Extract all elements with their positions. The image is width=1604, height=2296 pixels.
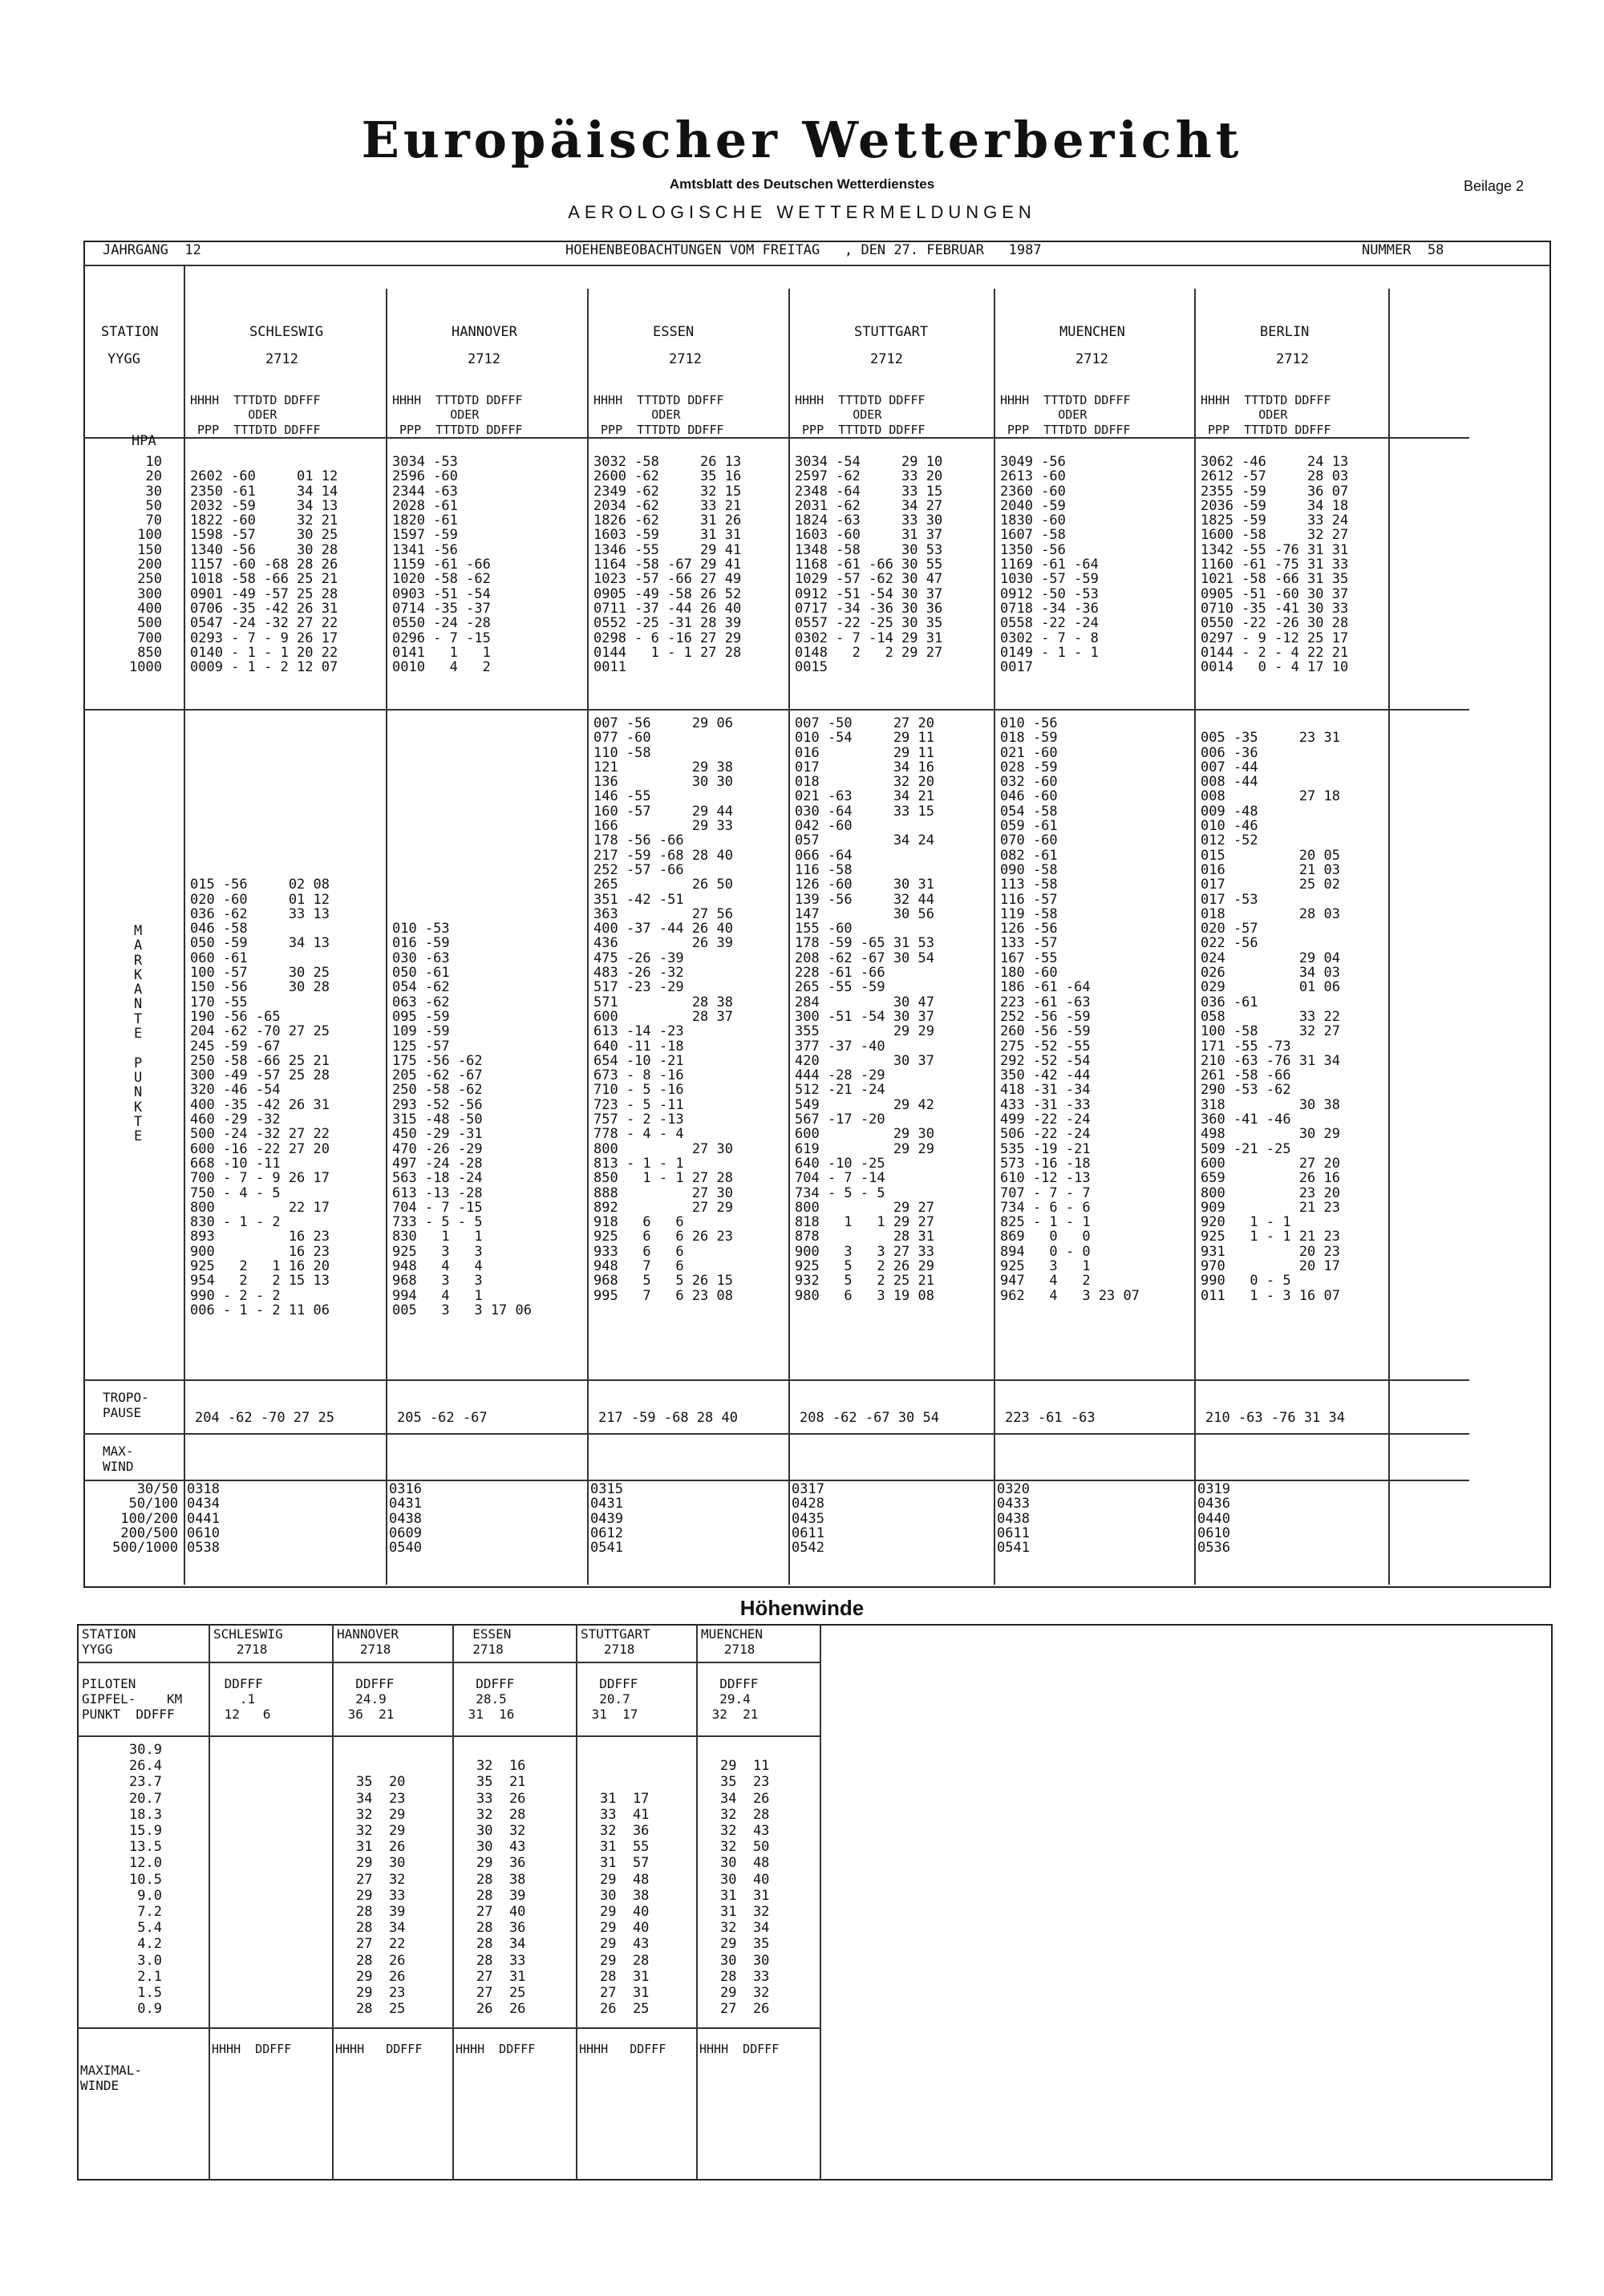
tropopause: 205 -62 -67 [397,1410,488,1426]
hw-max-head: HHHH DDFFF [212,2042,292,2056]
standard-levels: 3034 -53 2596 -60 2344 -63 2028 -61 1820 -61 1597 -59 1341 -56 1159 -61 -66 1020 -58 -62 0903 -51 -54 0714 -35 -37 0550 -24 -28 0296 - 7 -15 0141 1 1 0010 4 2 [392,454,491,676]
hw-max-head: HHHH DDFFF [335,2042,423,2056]
std-divider [83,709,1469,711]
column-head: HHHH TTTDTD DDFFF ODER PPP TTTDTD DDFFF [795,393,926,437]
station-yygg: 2712 [870,351,903,367]
hw-station-name: MUENCHEN 2718 [701,1626,764,1657]
column-head-divider [83,437,1469,439]
station-name: HANNOVER [452,324,517,340]
standard-levels: 3034 -54 29 10 2597 -62 33 20 2348 -64 33 15 2031 -62 34 27 1824 -63 33 30 1603 -60 31 37 1348 -58 30 53 1168 -61 -66 30 55 1029 -57 -62 30 47 0912 -51 -54 30 37 0717 -34 -36 30 36 0557 -22 -25 30 35 0302 - 7 -14 29 31 0148 2 2 29 27 0015 [795,454,943,676]
tropopause: 217 -59 -68 28 40 [598,1410,738,1426]
station-yygg: 2712 [265,351,298,367]
maxwind-levels: 30/50 50/100 100/200 200/500 500/1000 [112,1481,178,1557]
station-yygg: 2712 [1075,351,1108,367]
station-yygg: 2712 [1276,351,1309,367]
significant-points: 010 -53 016 -59 030 -63 050 -61 054 -62 063 -62 095 -59 109 -59 125 -57 175 -56 -62 205 -62 -67 250 -58 -62 293 -52 -56 315 -48 -50 450 -29 -31 470 -26 -29 497 -24 -28 563 -18 -24 613 -13 -28 704 - 7 -15 733 - 5 - 5 830 1 1 925 3 3 948 4 4 968 3 3 994 4 1 005 3 3 17 06 [392,921,532,1318]
tropo-divider [83,1433,1469,1435]
hw-col-4 [696,1624,698,2179]
hw-station-name: ESSEN 2718 [472,1626,512,1657]
station-name: ESSEN [653,324,695,340]
page-title: Europäischer Wetterbericht [361,111,1243,169]
page-subtitle: Amtsblatt des Deutschen Wetterdienstes [669,176,935,192]
col-divider-2 [587,289,589,1585]
significant-points: 007 -50 27 20 010 -54 29 11 016 29 11 017 34 16 018 32 20 021 -63 34 21 030 -64 33 15 042 -60 057 34 24 066 -64 116 -58 126 -60 30 31 139 -56 32 44 147 30 56 155 -60 178 -59 -65 31 53 208 -62 -67 30 54 228 -61 -66 265 -55 -59 284 30 47 300 -51 -54 30 37 355 29 29 377 -37 -40 420 30 37 444 -28 -29 512 -21 -24 549 29 42 567 -17 -20 600 29 30 619 29 29 640 -10 -25 704 - 7 -14 734 - 5 - 5 800 29 27 818 1 1 29 27 878 28 31 900 3 3 27 33 925 5 2 26 29 932 5 2 25 21 980 6 3 19 08 [795,715,934,1304]
hw-station-label: STATION YYGG [82,1626,136,1657]
hw-col-3 [576,1624,577,2179]
significant-points: 010 -56 018 -59 021 -60 028 -59 032 -60 046 -60 054 -58 059 -61 070 -60 082 -61 090 -58 113 -58 116 -57 119 -58 126 -56 133 -57 167 -55 180 -60 186 -61 -64 223 -61 -63 252 -56 -59 260 -56 -59 275 -52 -55 292 -52 -54 350 -42 -44 418 -31 -34 433 -31 -33 499 -22 -24 506 -22 -24 535 -19 -21 573 -16 -18 610 -12 -13 707 - 7 - 7 734 - 6 - 6 825 - 1 - 1 869 0 0 894 0 - 0 925 3 1 947 4 2 962 4 3 23 07 [1000,715,1140,1304]
column-head: HHHH TTTDTD DDFFF ODER PPP TTTDTD DDFFF [190,393,321,437]
hw-gipfel: DDFFF 29.4 32 21 [711,1676,759,1722]
col-divider-1 [386,289,387,1585]
col-divider-6 [1388,289,1390,1585]
date-line: HOEHENBEOBACHTUNGEN VOM FREITAG , DEN 27. FEBRUAR 1987 [565,242,1042,258]
maxwind-label: MAX- WIND [103,1444,134,1474]
column-head: HHHH TTTDTD DDFFF ODER PPP TTTDTD DDFFF [1201,393,1331,437]
hw-col-2 [452,1624,454,2179]
hoehenwinde-title: Höhenwinde [739,1596,865,1620]
col-divider-3 [788,289,790,1585]
standard-levels: 3049 -56 2613 -60 2360 -60 2040 -59 1830 -60 1607 -58 1350 -56 1169 -61 -64 1030 -57 -59 0912 -50 -53 0718 -34 -36 0558 -22 -24 0302 - 7 - 8 0149 - 1 - 1 0017 [1000,454,1099,676]
significant-points: 005 -35 23 31 006 -36 007 -44 008 -44 008 27 18 009 -48 010 -46 012 -52 015 20 05 016 21 03 017 25 02 017 -53 018 28 03 020 -57 022 -56 024 29 04 026 34 03 029 01 06 036 -61 058 33 22 100 -58 32 27 171 -55 -73 210 -63 -76 31 34 261 -58 -66 290 -53 -62 318 30 38 360 -41 -46 498 30 29 509 -21 -25 600 27 20 659 26 16 800 23 20 909 21 23 920 1 - 1 925 1 - 1 21 23 931 20 23 970 20 17 990 0 - 5 011 1 - 3 16 07 [1201,730,1340,1304]
hw-heights: 30.9 26.4 23.7 20.7 18.3 15.9 13.5 12.0 10.5 9.0 7.2 5.4 4.2 3.0 2.1 1.5 0.9 [129,1742,162,2018]
station-yygg: 2712 [468,351,500,367]
maxwind-values: 0318 0434 0441 0610 0538 [187,1481,220,1557]
hpa-label: HPA [132,433,156,449]
hw-col-5 [820,1624,821,2179]
hw-station-name: STUTTGART 2718 [581,1626,650,1657]
col-divider-4 [994,289,995,1585]
hw-values: 32 16 35 21 33 26 32 28 30 32 30 43 29 36 28 38 28 39 27 40 28 36 28 34 28 33 27 31 27 25 26 26 [476,1758,526,2018]
hw-gipfel-divider [77,1735,820,1737]
tropopause: 204 -62 -70 27 25 [195,1410,334,1426]
maxwind-divider [83,1480,1469,1481]
yygg-label: YYGG [107,351,140,367]
hw-max-head: HHHH DDFFF [579,2042,666,2056]
beilage-label: Beilage 2 [1464,178,1525,194]
hpa-levels: 10 20 30 50 70 100 150 200 250 300 400 500 700 850 1000 [129,454,162,676]
tropopause: 208 -62 -67 30 54 [800,1410,939,1426]
significant-points-label: M A R K A N T E P U N K T E [134,923,143,1145]
sig-divider [83,1379,1469,1381]
hw-gipfel: DDFFF .1 12 6 [224,1676,271,1722]
tropopause-label: TROPO- PAUSE [103,1390,149,1420]
maxwind-values: 0319 0436 0440 0610 0536 [1197,1481,1230,1557]
header-divider [83,265,1549,266]
section-title: AEROLOGISCHE WETTERMELDUNGEN [568,202,1036,222]
column-head: HHHH TTTDTD DDFFF ODER PPP TTTDTD DDFFF [392,393,523,437]
station-name: MUENCHEN [1059,324,1125,340]
nummer: NUMMER 58 [1362,242,1444,258]
hw-col-1 [332,1624,334,2179]
hw-gipfel: DDFFF 28.5 31 16 [468,1676,515,1722]
station-name: STUTTGART [854,324,929,340]
standard-levels: 3032 -58 26 13 2600 -62 35 16 2349 -62 32 15 2034 -62 33 21 1826 -62 31 26 1603 -59 31 31 1346 -55 29 41 1164 -58 -67 29 41 1023 -57 -66 27 49 0905 -49 -58 26 52 0711 -37 -44 26 40 0552 -25 -31 28 39 0298 - 6 -16 27 29 0144 1 - 1 27 28 0011 [593,454,742,676]
hw-gipfel: DDFFF 24.9 36 21 [347,1676,395,1722]
jahrgang: JAHRGANG 12 [103,242,201,258]
hw-values: 29 11 35 23 34 26 32 28 32 43 32 50 30 48 30 40 31 31 31 32 32 34 29 35 30 30 28 33 29 32 27 26 [720,1758,770,2018]
hw-header-divider [77,1662,820,1663]
column-head: HHHH TTTDTD DDFFF ODER PPP TTTDTD DDFFF [1000,393,1131,437]
hw-max-head: HHHH DDFFF [699,2042,780,2056]
hw-values: 31 17 33 41 32 36 31 55 31 57 29 48 30 38 29 40 29 40 29 43 29 28 28 31 27 31 26 25 [600,1790,650,2018]
col-divider-5 [1194,289,1196,1585]
hw-station-name: SCHLESWIG 2718 [213,1626,283,1657]
significant-points: 015 -56 02 08 020 -60 01 12 036 -62 33 13 046 -58 050 -59 34 13 060 -61 100 -57 30 25 150 -56 30 28 170 -55 190 -56 -65 204 -62 -70 27 25 245 -59 -67 250 -58 -66 25 21 300 -49 -57 25 28 320 -46 -54 400 -35 -42 26 31 460 -29 -32 500 -24 -32 27 22 600 -16 -22 27 20 668 -10 -11 700 - 7 - 9 26 17 750 - 4 - 5 800 22 17 830 - 1 - 2 893 16 23 900 16 23 925 2 1 16 20 954 2 2 15 13 990 - 2 - 2 006 - 1 - 2 11 06 [190,877,330,1318]
col-divider-0 [184,265,185,1585]
column-head: HHHH TTTDTD DDFFF ODER PPP TTTDTD DDFFF [593,393,724,437]
station-label: STATION [101,324,159,340]
hw-gipfel: DDFFF 20.7 31 17 [591,1676,638,1722]
tropopause: 223 -61 -63 [1005,1410,1096,1426]
hw-piloten-label: PILOTEN GIPFEL- KM PUNKT DDFFF [82,1676,183,1722]
standard-levels: 2602 -60 01 12 2350 -61 34 14 2032 -59 34 13 1822 -60 32 21 1598 -57 30 25 1340 -56 30 28 1157 -60 -68 28 26 1018 -58 -66 25 21 0901 -49 -57 25 28 0706 -35 -42 26 31 0547 -24 -32 27 22 0293 - 7 - 9 26 17 0140 - 1 - 1 20 22 0009 - 1 - 2 12 07 [190,468,338,676]
hw-values-divider [77,2027,820,2029]
tropopause: 210 -63 -76 31 34 [1205,1410,1345,1426]
maxwind-values: 0317 0428 0435 0611 0542 [792,1481,824,1557]
maxwind-values: 0316 0431 0438 0609 0540 [389,1481,422,1557]
hw-maximal-label: MAXIMAL- WINDE [80,2063,143,2093]
hw-values: 35 20 34 23 32 29 32 29 31 26 29 30 27 32 29 33 28 39 28 34 27 22 28 26 29 26 29 23 28 25 [356,1774,406,2018]
maxwind-values: 0320 0433 0438 0611 0541 [997,1481,1030,1557]
station-name: BERLIN [1260,324,1310,340]
maxwind-values: 0315 0431 0439 0612 0541 [590,1481,623,1557]
hoehenwinde-table [77,1624,1553,2181]
station-name: SCHLESWIG [249,324,324,340]
significant-points: 007 -56 29 06 077 -60 110 -58 121 29 38 136 30 30 146 -55 160 -57 29 44 166 29 33 178 -56 -66 217 -59 -68 28 40 252 -57 -66 265 26 50 351 -42 -51 363 27 56 400 -37 -44 26 40 436 26 39 475 -26 -39 483 -26 -32 517 -23 -29 571 28 38 600 28 37 613 -14 -23 640 -11 -18 654 -10 -21 673 - 8 -16 710 - 5 -16 723 - 5 -11 757 - 2 -13 778 - 4 - 4 800 27 30 813 - 1 - 1 850 1 - 1 27 28 888 27 30 892 27 29 918 6 6 925 6 6 26 23 933 6 6 948 7 6 968 5 5 26 15 995 7 6 23 08 [593,715,733,1304]
hw-station-name: HANNOVER 2718 [337,1626,399,1657]
station-yygg: 2712 [669,351,702,367]
hw-col-0 [209,1624,210,2179]
standard-levels: 3062 -46 24 13 2612 -57 28 03 2355 -59 36 07 2036 -59 34 18 1825 -59 33 24 1600 -58 32 27 1342 -55 -76 31 31 1160 -61 -75 31 33 1021 -58 -66 31 35 0905 -51 -60 30 37 0710 -35 -41 30 33 0550 -22 -26 30 28 0297 - 9 -12 25 17 0144 - 2 - 4 22 21 0014 0 - 4 17 10 [1201,454,1349,676]
hw-max-head: HHHH DDFFF [456,2042,536,2056]
